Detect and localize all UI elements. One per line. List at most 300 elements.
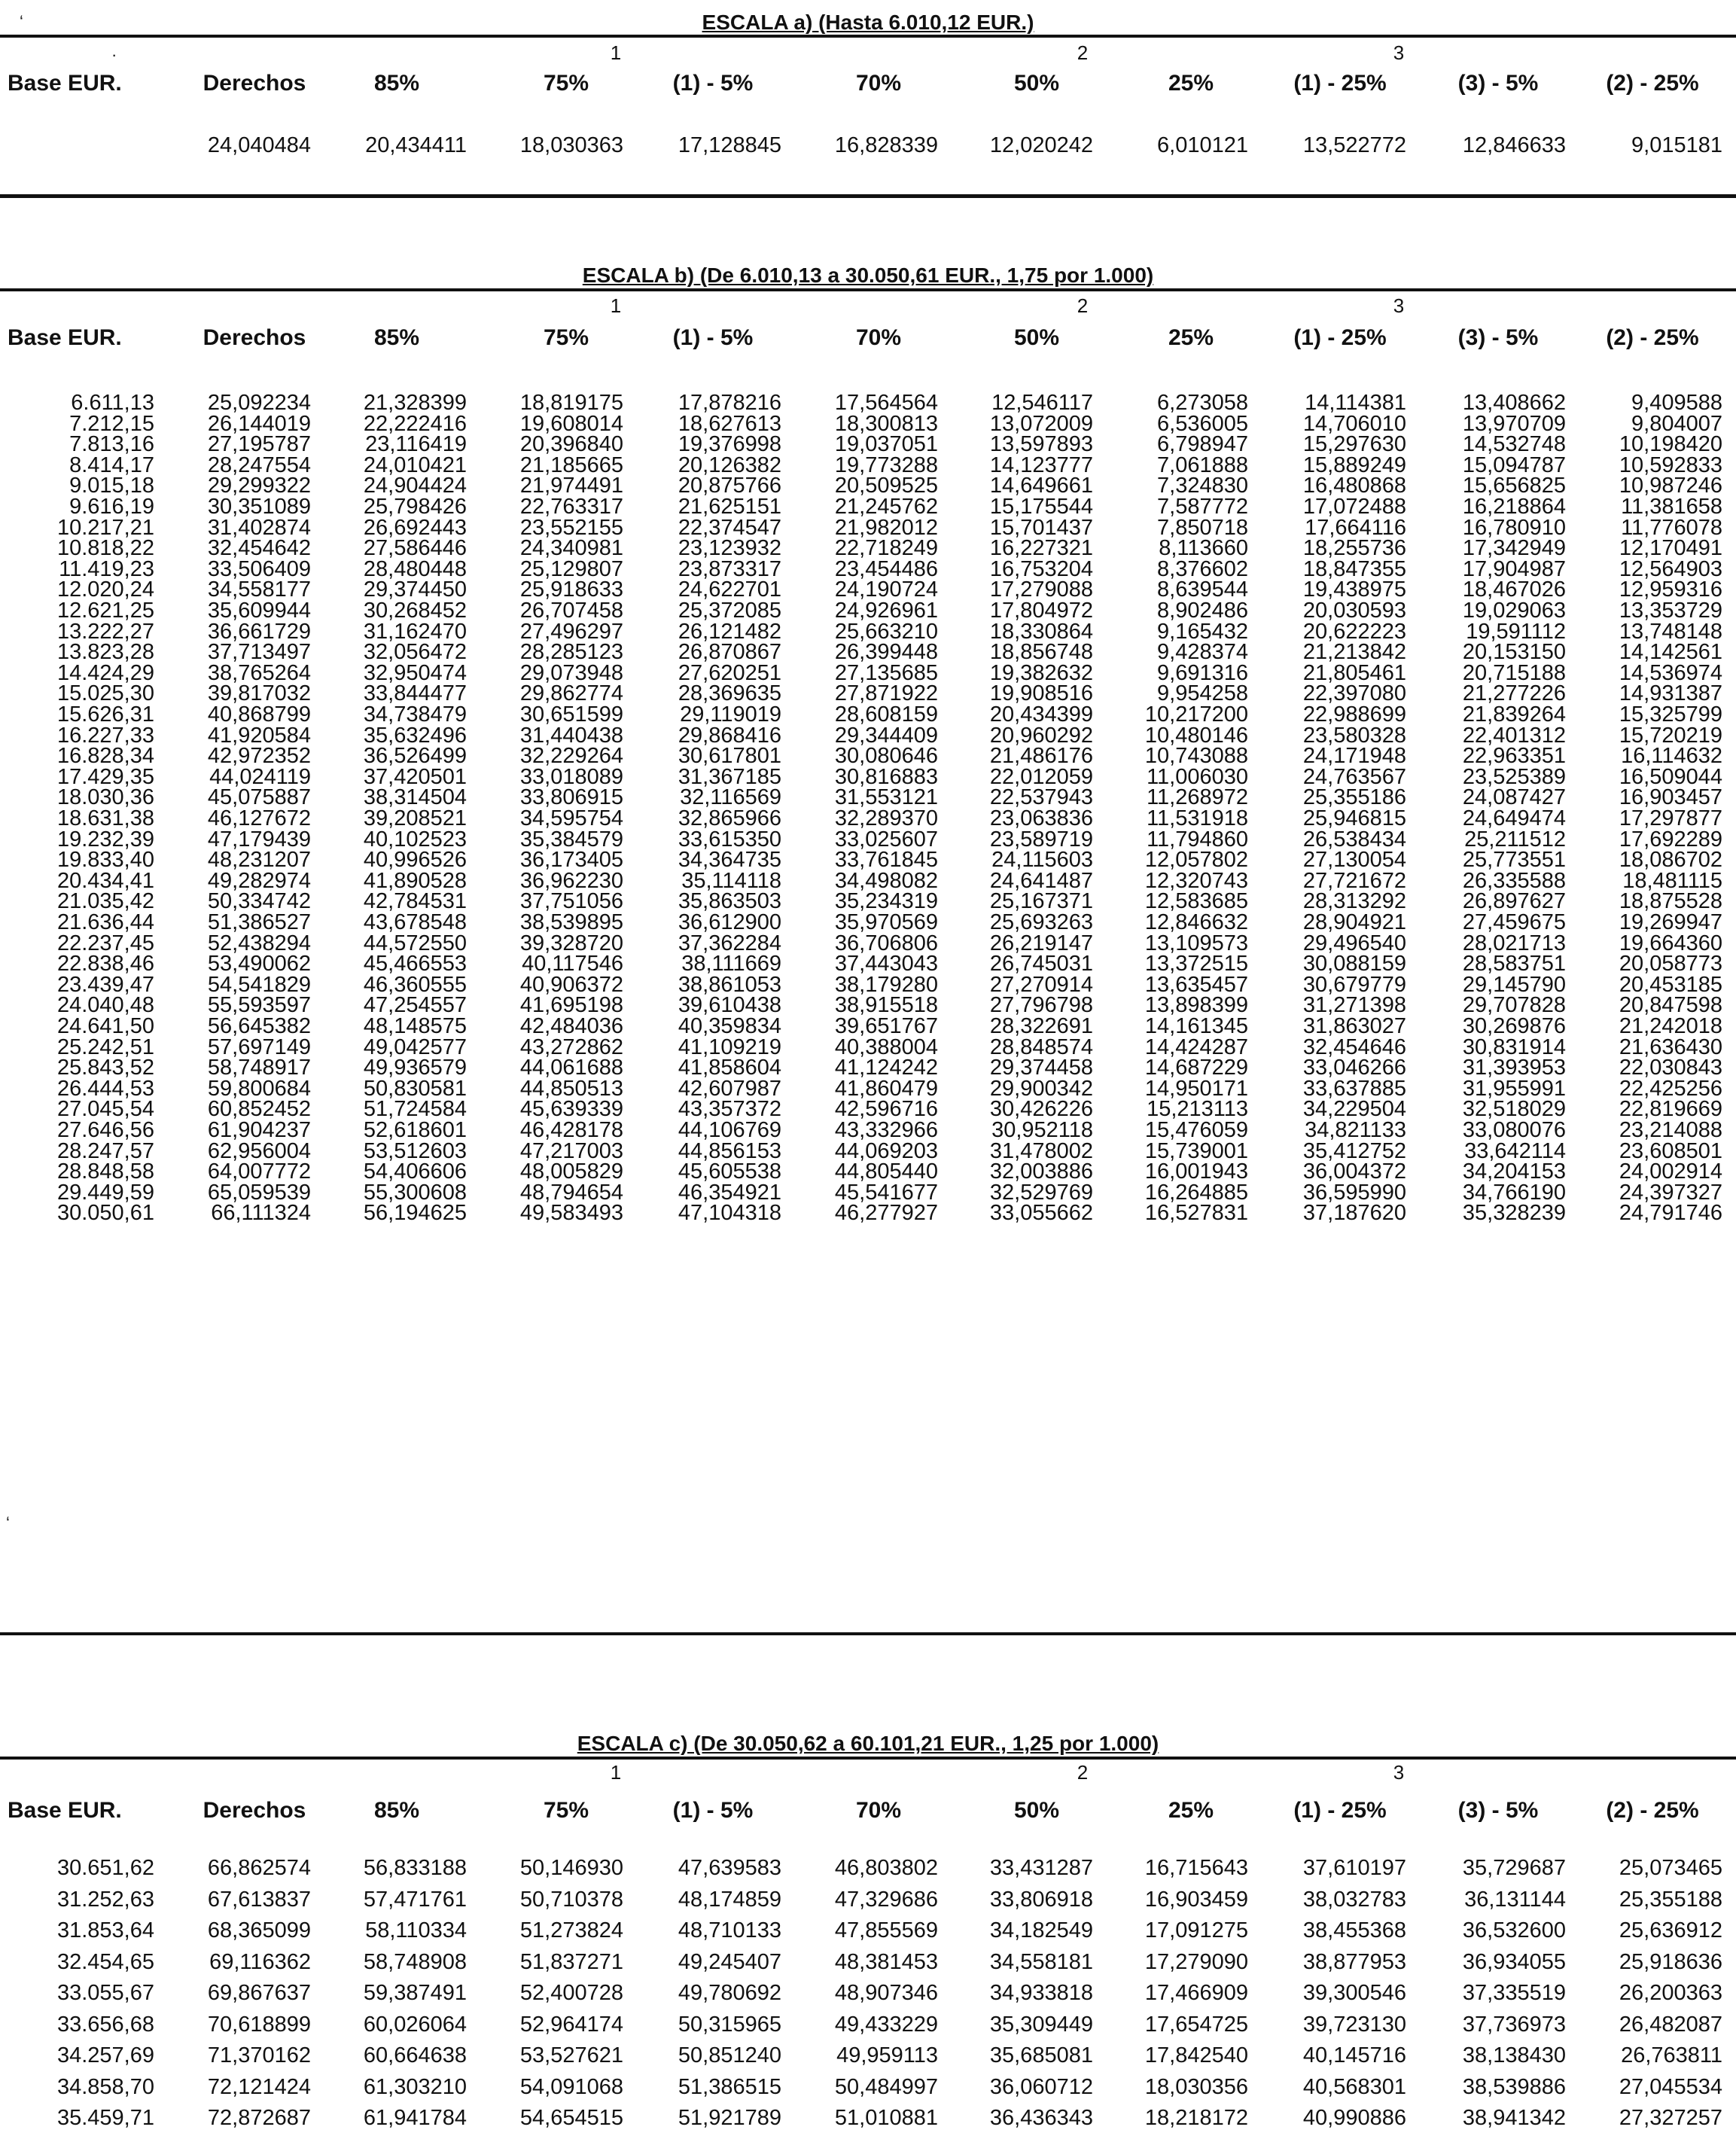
- cell-85-percent: 52,618601: [363, 1118, 467, 1142]
- cell-3-5-percent: 25,211512: [1464, 827, 1566, 852]
- table-row: [0, 1949, 1736, 1975]
- cell-derechos: 30,351089: [207, 495, 311, 519]
- cell-1-25-percent: 27,721672: [1302, 868, 1406, 893]
- cell-1-25-percent: 18,255736: [1302, 536, 1406, 561]
- cell-25-percent: 11,531918: [1147, 806, 1248, 830]
- cell-3-5-percent: 34,204153: [1462, 1159, 1566, 1184]
- cell-70-percent: 29,344409: [834, 723, 938, 748]
- column-header-50-percent: 50%: [1013, 325, 1060, 350]
- cell-3-5-percent: 17,904987: [1462, 556, 1566, 581]
- cell-75-percent: 18,030363: [519, 133, 623, 157]
- cell-75-percent: 24,340981: [519, 536, 623, 561]
- cell-base-eur: 28.247,57: [56, 1138, 154, 1163]
- cell-85-percent: 57,471761: [363, 1887, 467, 1912]
- cell-70-percent: 20,509525: [834, 474, 938, 498]
- cell-base-eur: 7.212,15: [69, 411, 154, 436]
- cell-50-percent: 14,649661: [989, 474, 1093, 498]
- cell-3-5-percent: 22,401312: [1462, 723, 1566, 748]
- cell-3-5-percent: 21,277226: [1462, 681, 1566, 706]
- column-header-1-25-percent: (1) - 25%: [1293, 1798, 1387, 1823]
- cell-2-25-percent: 15,720219: [1619, 723, 1722, 748]
- cell-1-5-percent: 26,121482: [678, 619, 781, 644]
- cell-75-percent: 50,710378: [519, 1887, 623, 1912]
- cell-85-percent: 53,512603: [363, 1138, 467, 1163]
- cell-70-percent: 46,803802: [834, 1856, 938, 1880]
- cell-1-5-percent: 29,119019: [680, 702, 781, 727]
- cell-1-25-percent: 30,088159: [1302, 952, 1406, 977]
- cell-1-5-percent: 31,367185: [678, 764, 781, 789]
- cell-25-percent: 6,536005: [1157, 411, 1248, 436]
- cell-70-percent: 19,773288: [834, 452, 938, 477]
- cell-1-5-percent: 22,374547: [678, 515, 781, 540]
- cell-70-percent: 48,907346: [834, 1981, 938, 2005]
- cell-50-percent: 24,115603: [991, 848, 1093, 873]
- cell-25-percent: 17,091275: [1144, 1918, 1248, 1942]
- cell-25-percent: 16,903459: [1144, 1887, 1248, 1912]
- cell-1-5-percent: 30,617801: [678, 744, 781, 769]
- column-header-derechos: Derechos: [203, 325, 306, 350]
- column-header-base-eur: Base EUR.: [8, 325, 122, 350]
- scale-c-top-rule: [0, 1757, 1736, 1760]
- cell-75-percent: 42,484036: [519, 1014, 623, 1038]
- cell-1-25-percent: 38,455368: [1302, 1918, 1406, 1942]
- cell-85-percent: 40,996526: [363, 848, 467, 873]
- cell-85-percent: 54,406606: [363, 1159, 467, 1184]
- cell-25-percent: 10,480146: [1144, 723, 1248, 748]
- column-header-85-percent: 85%: [373, 71, 420, 96]
- cell-1-5-percent: 36,612900: [678, 910, 781, 934]
- cell-derechos: 60,852452: [207, 1097, 311, 1122]
- cell-25-percent: 11,268972: [1147, 785, 1248, 810]
- cell-1-5-percent: 41,858604: [678, 1056, 781, 1080]
- cell-85-percent: 34,738479: [363, 702, 467, 727]
- group-number-3: 3: [1393, 1761, 1405, 1784]
- cell-25-percent: 9,165432: [1157, 619, 1248, 644]
- cell-1-25-percent: 38,877953: [1302, 1949, 1406, 1974]
- cell-base-eur: 22.838,46: [56, 952, 154, 977]
- cell-2-25-percent: 19,664360: [1619, 931, 1722, 955]
- cell-70-percent: 35,970569: [834, 910, 938, 934]
- cell-25-percent: 17,842540: [1144, 2043, 1248, 2067]
- cell-50-percent: 20,960292: [989, 723, 1093, 748]
- cell-1-5-percent: 32,865966: [678, 806, 781, 830]
- cell-1-5-percent: 17,128845: [678, 133, 781, 157]
- cell-3-5-percent: 26,897627: [1462, 889, 1566, 914]
- cell-2-25-percent: 11,776078: [1621, 515, 1722, 540]
- cell-85-percent: 31,162470: [363, 619, 467, 644]
- cell-25-percent: 18,030356: [1144, 2074, 1248, 2099]
- cell-3-5-percent: 19,591112: [1466, 619, 1566, 644]
- cell-2-25-percent: 14,536974: [1619, 660, 1722, 685]
- cell-3-5-percent: 35,729687: [1462, 1856, 1566, 1880]
- cell-derechos: 42,972352: [207, 744, 311, 769]
- cell-base-eur: 19.833,40: [56, 848, 154, 873]
- cell-85-percent: 48,148575: [363, 1014, 467, 1038]
- cell-2-25-percent: 10,592833: [1619, 452, 1722, 477]
- cell-3-5-percent: 36,131144: [1464, 1887, 1566, 1912]
- cell-derechos: 66,862574: [207, 1856, 311, 1880]
- cell-85-percent: 58,748908: [363, 1949, 467, 1974]
- cell-85-percent: 51,724584: [363, 1097, 467, 1122]
- cell-50-percent: 35,309449: [989, 2012, 1093, 2037]
- column-header-1-25-percent: (1) - 25%: [1293, 71, 1387, 96]
- column-header-2-25-percent: (2) - 25%: [1606, 1798, 1699, 1823]
- cell-75-percent: 21,185665: [519, 452, 623, 477]
- cell-derechos: 34,558177: [207, 577, 311, 602]
- cell-derechos: 26,144019: [207, 411, 311, 436]
- cell-25-percent: 13,372515: [1144, 952, 1248, 977]
- table-row: [0, 1918, 1736, 1943]
- cell-2-25-percent: 17,297877: [1619, 806, 1722, 830]
- table-row: [0, 2043, 1736, 2068]
- column-header-1-25-percent: (1) - 25%: [1293, 325, 1387, 350]
- cell-1-25-percent: 40,568301: [1302, 2074, 1406, 2099]
- cell-75-percent: 30,651599: [519, 702, 623, 727]
- cell-base-eur: 32.454,65: [56, 1949, 154, 1974]
- group-number-1: 1: [610, 1761, 622, 1784]
- cell-85-percent: 28,480448: [363, 556, 467, 581]
- cell-70-percent: 36,706806: [834, 931, 938, 955]
- cell-25-percent: 6,010121: [1157, 133, 1248, 157]
- table-row: [0, 1200, 1736, 1226]
- cell-1-5-percent: 19,376998: [678, 432, 781, 457]
- column-header-base-eur: Base EUR.: [8, 71, 122, 96]
- cell-85-percent: 35,632496: [363, 723, 467, 748]
- cell-1-25-percent: 17,072488: [1302, 495, 1406, 519]
- cell-derechos: 29,299322: [207, 474, 311, 498]
- cell-70-percent: 30,080646: [834, 744, 938, 769]
- column-header-derechos: Derechos: [203, 1798, 306, 1823]
- cell-25-percent: 12,583685: [1144, 889, 1248, 914]
- cell-derechos: 50,334742: [207, 889, 311, 914]
- cell-25-percent: 16,527831: [1144, 1201, 1248, 1226]
- cell-1-25-percent: 35,412752: [1302, 1138, 1406, 1163]
- cell-25-percent: 14,687229: [1144, 1056, 1248, 1080]
- cell-50-percent: 36,436343: [989, 2106, 1093, 2130]
- cell-3-5-percent: 29,145790: [1462, 972, 1566, 997]
- cell-3-5-percent: 31,393953: [1462, 1056, 1566, 1080]
- cell-1-25-percent: 20,030593: [1302, 599, 1406, 623]
- cell-25-percent: 8,902486: [1157, 599, 1248, 623]
- column-header-25-percent: 25%: [1168, 71, 1214, 96]
- cell-75-percent: 36,173405: [519, 848, 623, 873]
- cell-70-percent: 24,926961: [834, 599, 938, 623]
- cell-2-25-percent: 12,170491: [1619, 536, 1722, 561]
- cell-2-25-percent: 10,987246: [1619, 474, 1722, 498]
- cell-70-percent: 40,388004: [834, 1034, 938, 1059]
- cell-1-5-percent: 47,104318: [678, 1201, 781, 1226]
- cell-1-25-percent: 15,297630: [1302, 432, 1406, 457]
- cell-50-percent: 26,745031: [989, 952, 1093, 977]
- cell-75-percent: 28,285123: [519, 640, 623, 665]
- cell-75-percent: 19,608014: [519, 411, 623, 436]
- cell-2-25-percent: 11,381658: [1621, 495, 1722, 519]
- cell-50-percent: 17,279088: [989, 577, 1093, 602]
- cell-75-percent: 51,273824: [519, 1918, 623, 1942]
- cell-85-percent: 58,110334: [365, 1918, 467, 1942]
- cell-base-eur: 25.242,51: [56, 1034, 154, 1059]
- cell-25-percent: 15,739001: [1144, 1138, 1248, 1163]
- cell-50-percent: 19,382632: [989, 660, 1093, 685]
- cell-3-5-percent: 34,766190: [1462, 1180, 1566, 1205]
- cell-3-5-percent: 13,970709: [1462, 411, 1566, 436]
- cell-50-percent: 34,558181: [989, 1949, 1093, 1974]
- cell-2-25-percent: 9,409588: [1631, 391, 1722, 415]
- cell-base-eur: 26.444,53: [56, 1076, 154, 1101]
- cell-70-percent: 41,860479: [834, 1076, 938, 1101]
- cell-1-5-percent: 42,607987: [678, 1076, 781, 1101]
- cell-3-5-percent: 30,269876: [1462, 1014, 1566, 1038]
- cell-1-25-percent: 29,496540: [1302, 931, 1406, 955]
- cell-25-percent: 12,846632: [1144, 910, 1248, 934]
- cell-85-percent: 25,798426: [363, 495, 467, 519]
- cell-75-percent: 32,229264: [519, 744, 623, 769]
- cell-derechos: 54,541829: [207, 972, 311, 997]
- cell-1-5-percent: 23,123932: [678, 536, 781, 561]
- cell-85-percent: 22,222416: [363, 411, 467, 436]
- cell-25-percent: 8,639544: [1157, 577, 1248, 602]
- cell-50-percent: 29,900342: [989, 1076, 1093, 1101]
- cell-85-percent: 30,268452: [363, 599, 467, 623]
- cell-70-percent: 23,454486: [834, 556, 938, 581]
- cell-3-5-percent: 13,408662: [1462, 391, 1566, 415]
- cell-3-5-percent: 35,328239: [1462, 1201, 1566, 1226]
- column-header-3-5-percent: (3) - 5%: [1457, 325, 1539, 350]
- cell-base-eur: 24.040,48: [56, 993, 154, 1018]
- cell-1-5-percent: 48,174859: [678, 1887, 781, 1912]
- cell-1-25-percent: 24,171948: [1302, 744, 1406, 769]
- cell-1-5-percent: 38,861053: [678, 972, 781, 997]
- cell-1-25-percent: 36,004372: [1302, 1159, 1406, 1184]
- cell-1-25-percent: 16,480868: [1302, 474, 1406, 498]
- cell-75-percent: 52,964174: [519, 2012, 623, 2037]
- cell-1-25-percent: 37,187620: [1302, 1201, 1406, 1226]
- cell-2-25-percent: 21,636430: [1619, 1034, 1722, 1059]
- cell-derechos: 33,506409: [207, 556, 311, 581]
- cell-25-percent: 17,654725: [1144, 2012, 1248, 2037]
- cell-3-5-percent: 26,335588: [1462, 868, 1566, 893]
- cell-85-percent: 46,360555: [363, 972, 467, 997]
- cell-70-percent: 21,982012: [834, 515, 938, 540]
- cell-75-percent: 33,018089: [519, 764, 623, 789]
- cell-50-percent: 25,167371: [989, 889, 1093, 914]
- cell-50-percent: 28,322691: [989, 1014, 1093, 1038]
- cell-85-percent: 56,194625: [363, 1201, 467, 1226]
- cell-85-percent: 61,303210: [363, 2074, 467, 2099]
- cell-70-percent: 26,399448: [834, 640, 938, 665]
- cell-derechos: 27,195787: [207, 432, 311, 457]
- cell-75-percent: 54,654515: [519, 2106, 623, 2130]
- cell-2-25-percent: 14,142561: [1619, 640, 1722, 665]
- cell-base-eur: 12.020,24: [56, 577, 154, 602]
- cell-derechos: 47,179439: [207, 827, 311, 852]
- cell-25-percent: 9,691316: [1157, 660, 1248, 685]
- cell-1-5-percent: 18,627613: [678, 411, 781, 436]
- cell-50-percent: 34,182549: [989, 1918, 1093, 1942]
- cell-1-25-percent: 21,213842: [1302, 640, 1406, 665]
- cell-3-5-percent: 23,525389: [1462, 764, 1566, 789]
- cell-3-5-percent: 28,021713: [1462, 931, 1566, 955]
- cell-base-eur: 24.641,50: [56, 1014, 154, 1038]
- cell-2-25-percent: 20,453185: [1619, 972, 1722, 997]
- cell-base-eur: 9.015,18: [69, 474, 154, 498]
- cell-75-percent: 50,146930: [519, 1856, 623, 1880]
- cell-1-5-percent: 25,372085: [678, 599, 781, 623]
- cell-derechos: 68,365099: [207, 1918, 311, 1942]
- cell-base-eur: 30.050,61: [56, 1201, 154, 1226]
- cell-1-5-percent: 49,245407: [678, 1949, 781, 1974]
- cell-base-eur: 31.252,63: [56, 1887, 154, 1912]
- cell-75-percent: 21,974491: [519, 474, 623, 498]
- cell-derechos: 61,904237: [207, 1118, 311, 1142]
- cell-85-percent: 32,056472: [363, 640, 467, 665]
- cell-1-25-percent: 31,863027: [1302, 1014, 1406, 1038]
- cell-70-percent: 32,289370: [834, 806, 938, 830]
- scale-c-title: ESCALA c) (De 30.050,62 a 60.101,21 EUR., 1,25 por 1.000): [577, 1732, 1159, 1755]
- cell-3-5-percent: 17,342949: [1462, 536, 1566, 561]
- cell-base-eur: 10.818,22: [56, 536, 154, 561]
- cell-50-percent: 32,529769: [989, 1180, 1093, 1205]
- column-header-1-5-percent: (1) - 5%: [672, 1798, 754, 1823]
- column-header-25-percent: 25%: [1168, 325, 1214, 350]
- cell-2-25-percent: 22,030843: [1619, 1056, 1722, 1080]
- cell-75-percent: 48,005829: [519, 1159, 623, 1184]
- cell-3-5-percent: 33,080076: [1462, 1118, 1566, 1142]
- cell-base-eur: 27.646,56: [56, 1118, 154, 1142]
- cell-derechos: 69,116362: [209, 1949, 311, 1974]
- cell-2-25-percent: 20,847598: [1619, 993, 1722, 1018]
- cell-50-percent: 22,537943: [989, 785, 1093, 810]
- cell-70-percent: 38,179280: [834, 972, 938, 997]
- cell-1-5-percent: 20,126382: [678, 452, 781, 477]
- cell-75-percent: 38,539895: [519, 910, 623, 934]
- cell-85-percent: 47,254557: [363, 993, 467, 1018]
- cell-1-25-percent: 33,046266: [1302, 1056, 1406, 1080]
- group-number-2: 2: [1077, 294, 1089, 317]
- cell-70-percent: 25,663210: [834, 619, 938, 644]
- cell-85-percent: 42,784531: [363, 889, 467, 914]
- cell-70-percent: 46,277927: [834, 1201, 938, 1226]
- cell-base-eur: 15.025,30: [56, 681, 154, 706]
- cell-2-25-percent: 26,200363: [1619, 1981, 1722, 2005]
- cell-75-percent: 52,400728: [519, 1981, 623, 2005]
- cell-70-percent: 49,959113: [836, 2043, 938, 2067]
- cell-85-percent: 24,904424: [363, 474, 467, 498]
- cell-1-5-percent: 37,362284: [678, 931, 781, 955]
- cell-25-percent: 10,217200: [1144, 702, 1248, 727]
- cell-2-25-percent: 20,058773: [1619, 952, 1722, 977]
- cell-1-5-percent: 17,878216: [678, 391, 781, 415]
- cell-derechos: 65,059539: [207, 1180, 311, 1205]
- cell-1-5-percent: 45,605538: [678, 1159, 781, 1184]
- cell-25-percent: 13,898399: [1144, 993, 1248, 1018]
- cell-75-percent: 41,695198: [519, 993, 623, 1018]
- cell-derechos: 35,609944: [207, 599, 311, 623]
- cell-3-5-percent: 15,094787: [1462, 452, 1566, 477]
- cell-50-percent: 14,123777: [989, 452, 1093, 477]
- cell-70-percent: 24,190724: [834, 577, 938, 602]
- cell-2-25-percent: 16,114632: [1621, 744, 1722, 769]
- cell-3-5-percent: 29,707828: [1462, 993, 1566, 1018]
- cell-derechos: 62,956004: [207, 1138, 311, 1163]
- cell-1-5-percent: 35,863503: [678, 889, 781, 914]
- cell-2-25-percent: 27,045534: [1619, 2074, 1722, 2099]
- cell-75-percent: 44,061688: [519, 1056, 623, 1080]
- cell-25-percent: 6,273058: [1157, 391, 1248, 415]
- cell-2-25-percent: 15,325799: [1619, 702, 1722, 727]
- cell-70-percent: 34,498082: [834, 868, 938, 893]
- cell-1-5-percent: 20,875766: [678, 474, 781, 498]
- cell-25-percent: 11,794860: [1147, 827, 1248, 852]
- cell-3-5-percent: 37,736973: [1462, 2012, 1566, 2037]
- cell-50-percent: 18,330864: [989, 619, 1093, 644]
- cell-85-percent: 49,042577: [363, 1034, 467, 1059]
- cell-derechos: 44,024119: [209, 764, 311, 789]
- cell-25-percent: 13,109573: [1144, 931, 1248, 955]
- cell-3-5-percent: 36,934055: [1462, 1949, 1566, 1974]
- cell-1-25-percent: 18,847355: [1302, 556, 1406, 581]
- cell-base-eur: 21.636,44: [56, 910, 154, 934]
- cell-derechos: 67,613837: [207, 1887, 311, 1912]
- cell-70-percent: 44,069203: [834, 1138, 938, 1163]
- cell-1-5-percent: 51,386515: [678, 2074, 781, 2099]
- table-row: [0, 133, 1736, 158]
- cell-50-percent: 28,848574: [989, 1034, 1093, 1059]
- cell-1-25-percent: 28,904921: [1302, 910, 1406, 934]
- cell-1-25-percent: 40,990886: [1302, 2106, 1406, 2130]
- cell-1-5-percent: 34,364735: [678, 848, 781, 873]
- cell-2-25-percent: 18,086702: [1619, 848, 1722, 873]
- cell-base-eur: 25.843,52: [56, 1056, 154, 1080]
- cell-derechos: 69,867637: [207, 1981, 311, 2005]
- cell-3-5-percent: 22,963351: [1462, 744, 1566, 769]
- cell-1-5-percent: 23,873317: [678, 556, 781, 581]
- cell-1-5-percent: 24,622701: [678, 577, 781, 602]
- cell-50-percent: 12,546117: [991, 391, 1093, 415]
- cell-base-eur: 8.414,17: [69, 452, 154, 477]
- cell-25-percent: 7,587772: [1157, 495, 1248, 519]
- column-header-75-percent: 75%: [543, 1798, 589, 1823]
- cell-25-percent: 15,213113: [1147, 1097, 1248, 1122]
- cell-25-percent: 12,320743: [1144, 868, 1248, 893]
- cell-1-5-percent: 50,315965: [678, 2012, 781, 2037]
- cell-70-percent: 38,915518: [834, 993, 938, 1018]
- cell-base-eur: 21.035,42: [56, 889, 154, 914]
- cell-base-eur: 34.858,70: [56, 2074, 154, 2099]
- cell-derechos: 25,092234: [207, 391, 311, 415]
- cell-base-eur: 16.227,33: [56, 723, 154, 748]
- cell-2-25-percent: 18,875528: [1619, 889, 1722, 914]
- cell-75-percent: 22,763317: [519, 495, 623, 519]
- cell-derechos: 46,127672: [207, 806, 311, 830]
- cell-1-25-percent: 40,145716: [1302, 2043, 1406, 2067]
- cell-75-percent: 26,707458: [519, 599, 623, 623]
- column-header-1-5-percent: (1) - 5%: [672, 325, 754, 350]
- cell-2-25-percent: 14,931387: [1619, 681, 1722, 706]
- cell-2-25-percent: 25,355188: [1619, 1887, 1722, 1912]
- scale-b-bottom-rule: [0, 1632, 1736, 1635]
- cell-70-percent: 17,564564: [834, 391, 938, 415]
- cell-1-25-percent: 20,622223: [1302, 619, 1406, 644]
- cell-derechos: 66,111324: [211, 1201, 311, 1226]
- cell-1-25-percent: 17,664116: [1305, 515, 1406, 540]
- cell-1-5-percent: 40,359834: [678, 1014, 781, 1038]
- column-header-3-5-percent: (3) - 5%: [1457, 1798, 1539, 1823]
- cell-1-25-percent: 25,946815: [1302, 806, 1406, 830]
- cell-2-25-percent: 12,959316: [1619, 577, 1722, 602]
- cell-2-25-percent: 25,918636: [1619, 1949, 1722, 1974]
- cell-1-5-percent: 51,921789: [678, 2106, 781, 2130]
